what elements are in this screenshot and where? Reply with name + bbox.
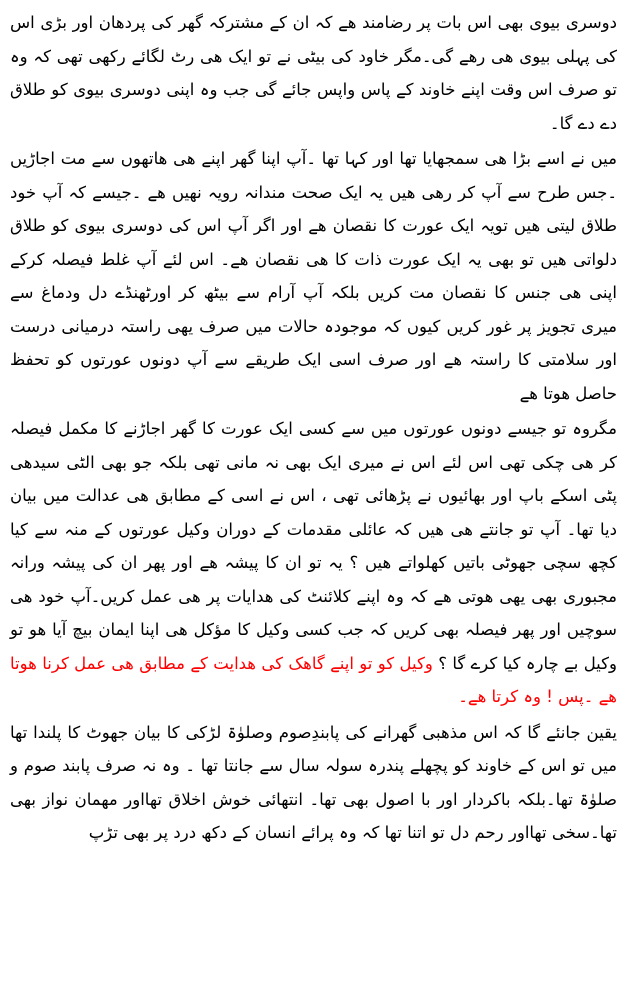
paragraph-1-text: دوسری بیوی بھی اس بات پر رضامند ھے کہ ان کے مشترکہ گھر کی پردھان اور بڑی اس کی پہلی بیوی ھی رھے گی۔مگر خاود کی بیٹی نے تو ایک ھی رٹ لگائے رکھی تھی کہ وہ تو صرف اس وقت اپنے خاوند کے پاس واپس جائے گی جب وہ اپنی دوسری بیوی کو طلاق دے دے گا۔ xyxy=(10,13,617,133)
paragraph-3 xyxy=(10,412,617,714)
paragraph-3-highlight: وکیل کو تو اپنے گاھک کی ھدایت کے مطابق ھی عمل کرنا ھوتا ھے ۔پس ! وہ کرتا ھے۔ xyxy=(10,653,617,706)
paragraph-3-text: مگروہ تو جیسے دونوں عورتوں میں سے کسی ایک عورت کا گھر اجاڑنے کا مکمل فیصلہ کر ھی چکی تھی اس لئے اس نے میری ایک بھی نہ مانی تھی بلکہ جو بھی الٹی سیدھی پٹی اسکے باپ اور بھائیوں نے پڑھائی تھی ، اس نے اسی کے مطابق ھی عدالت میں بیان دیا تھا۔ آپ تو جانتے ھی ھیں کہ عائلی مقدمات کے دوران وکیل عورتوں کے منہ سے کیا کچھ سچی جھوٹی باتیں کھلواتے ھیں ؟ یہ تو ان کا پیشہ ھے اور پھر ان کی پیشہ ورانہ مجبوری بھی یھی ھوتی ھے کہ وہ اپنے کلائنٹ کی ھدایات پر ھی عمل کریں۔آپ خود ھی سوچیں اور پھر فیصلہ بھی کریں کہ جب کسی وکیل کا مؤکل ھی اپنا ایمان بیچ آیا ھو تو وکیل بے چارہ کیا کرے گا ؟ xyxy=(10,419,617,673)
paragraph-4-text: یقین جانئے گا کہ اس مذھبی گھرانے کی پابندِصوم وصلوٰۃ لڑکی کا بیان جھوٹ کا پلندا تھا میں تو اس کے خاوند کو پچھلے پندرہ سولہ سال سے جانتا تھا ۔ وہ نہ صرف پابند صوم و صلوٰۃ تھا۔بلکہ باکردار اور با اصول بھی تھا۔ انتھائی خوش اخلاق تھااور مھمان نواز بھی تھا۔سخی تھااور رحم دل تو اتنا تھا کہ وہ پرائے انسان کے دکھ درد پر بھی تڑپ xyxy=(10,722,617,842)
paragraph-1 xyxy=(10,6,617,140)
paragraph-4 xyxy=(10,716,617,850)
paragraph-2 xyxy=(10,142,617,410)
paragraph-2-text: میں نے اسے بڑا ھی سمجھایا تھا اور کہا تھا ۔آپ اپنا گھر اپنے ھی ھاتھوں سے مت اجاڑیں ۔جس طرح سے آپ کر رھی ھیں یہ ایک صحت مندانہ رویہ نھیں ھے ۔جیسے کہ آپ خود طلاق لیتی ھیں تویہ ایک عورت کا نقصان ھے اور اگر آپ اس کی دوسری بیوی کو طلاق دلواتی ھیں تو بھی یہ ایک عورت ذات کا ھی نقصان ھے۔ اس لئے آپ غلط فیصلہ کرکے اپنی ھی جنس کا نقصان مت کریں بلکہ آپ آرام سے بیٹھ کر اورٹھنڈے دل ودماغ سے میری تجویز پر غور کریں کیوں کہ موجودہ حالات میں صرف یھی راستہ درمیانی درست اور سلامتی کا راستہ ھے اور صرف اسی ایک طریقے سے آپ دونوں عورتوں کو تحفظ حاصل ھوتا ھے xyxy=(10,149,617,403)
